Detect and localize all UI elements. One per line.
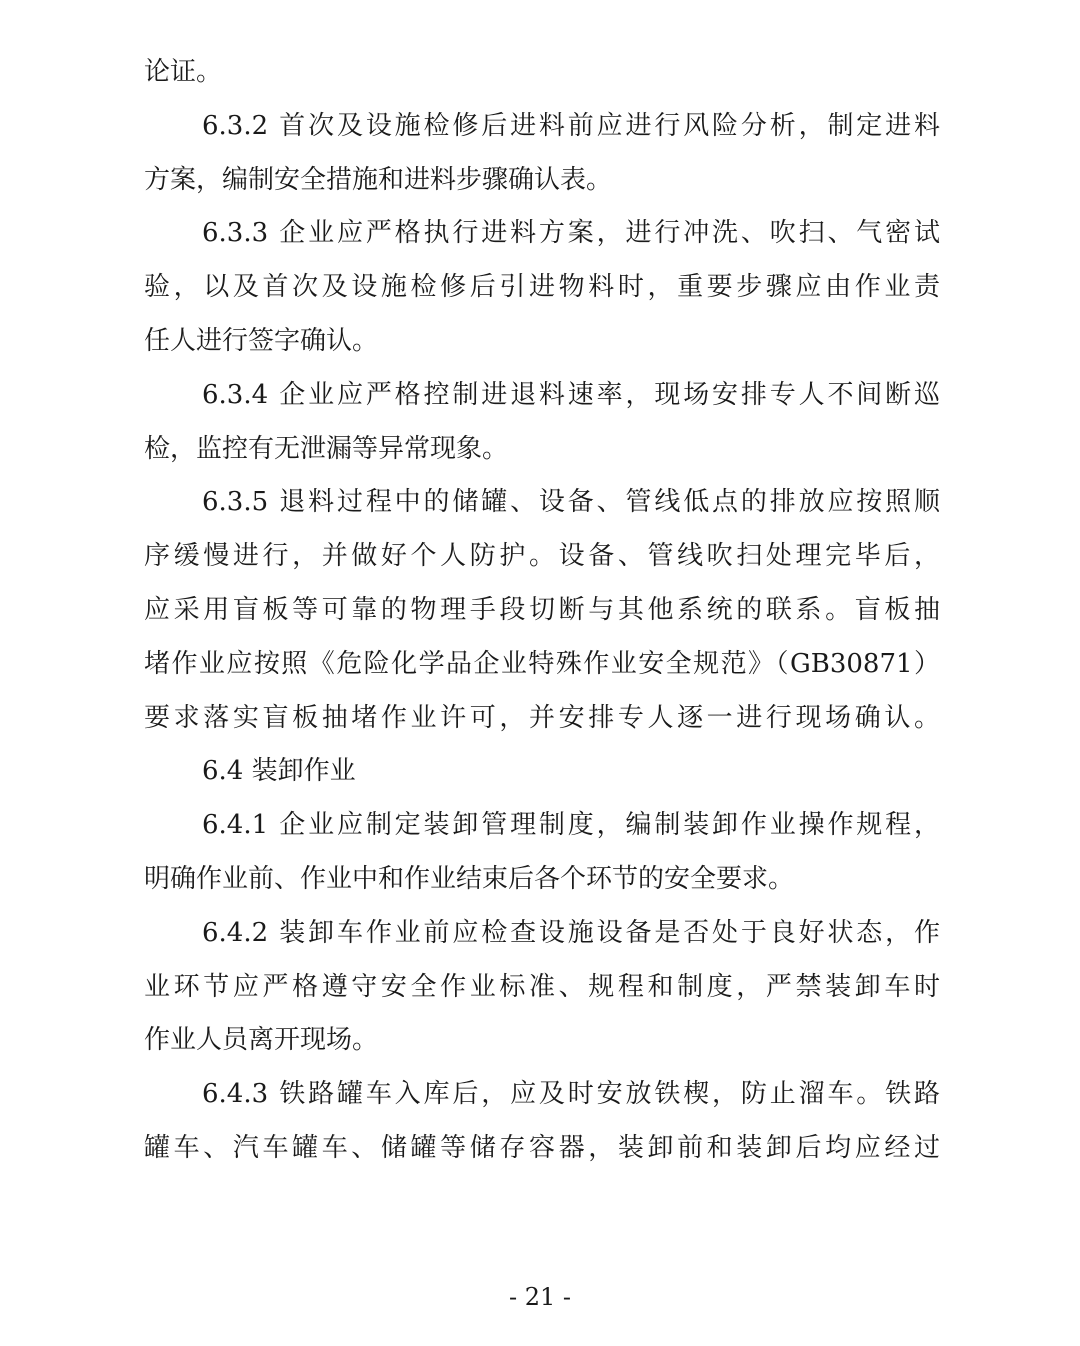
text-line: 应采用盲板等可靠的物理手段切断与其他系统的联系。盲板抽 (144, 594, 940, 625)
text-line: 检，监控有无泄漏等异常现象。 (144, 433, 509, 464)
text-line: 论证。 (144, 57, 223, 87)
text-line: 6.4 装卸作业 (202, 756, 356, 787)
text-line: 6.3.2 首次及设施检修后进料前应进行风险分析，制定进料 (202, 110, 940, 141)
text-line: 明确作业前、作业中和作业结束后各个环节的安全要求。 (144, 863, 795, 894)
text-line: 验，以及首次及设施检修后引进物料时，重要步骤应由作业责 (144, 272, 940, 303)
page-number: - 21 - (508, 1283, 571, 1311)
text-line: 堵作业应按照《危险化学品企业特殊作业安全规范》（GB30871） (144, 648, 940, 679)
text-line: 6.4.2 装卸车作业前应检查设施设备是否处于良好状态，作 (202, 917, 940, 948)
text-line: 6.4.3 铁路罐车入库后，应及时安放铁楔，防止溜车。铁路 (202, 1079, 940, 1110)
text-line: 6.3.4 企业应严格控制进退料速率，现场安排专人不间断巡 (202, 379, 940, 410)
text-line: 6.4.1 企业应制定装卸管理制度，编制装卸作业操作规程， (202, 810, 940, 841)
text-line: 序缓慢进行，并做好个人防护。设备、管线吹扫处理完毕后， (144, 541, 940, 572)
text-line: 罐车、汽车罐车、储罐等储存容器，装卸前和装卸后均应经过 (144, 1132, 940, 1163)
text-line: 6.3.3 企业应严格执行进料方案，进行冲洗、吹扫、气密试 (202, 218, 940, 249)
text-line: 作业人员离开现场。 (144, 1025, 379, 1056)
text-line: 业环节应严格遵守安全作业标准、规程和制度，严禁装卸车时 (144, 971, 940, 1002)
text-line: 6.3.5 退料过程中的储罐、设备、管线低点的排放应按照顺 (202, 487, 940, 518)
body-text (144, 46, 940, 1176)
text-line: 要求落实盲板抽堵作业许可，并安排专人逐一进行现场确认。 (144, 702, 940, 733)
text-line: 方案，编制安全措施和进料步骤确认表。 (144, 164, 613, 195)
text-line: 任人进行签字确认。 (144, 325, 379, 356)
